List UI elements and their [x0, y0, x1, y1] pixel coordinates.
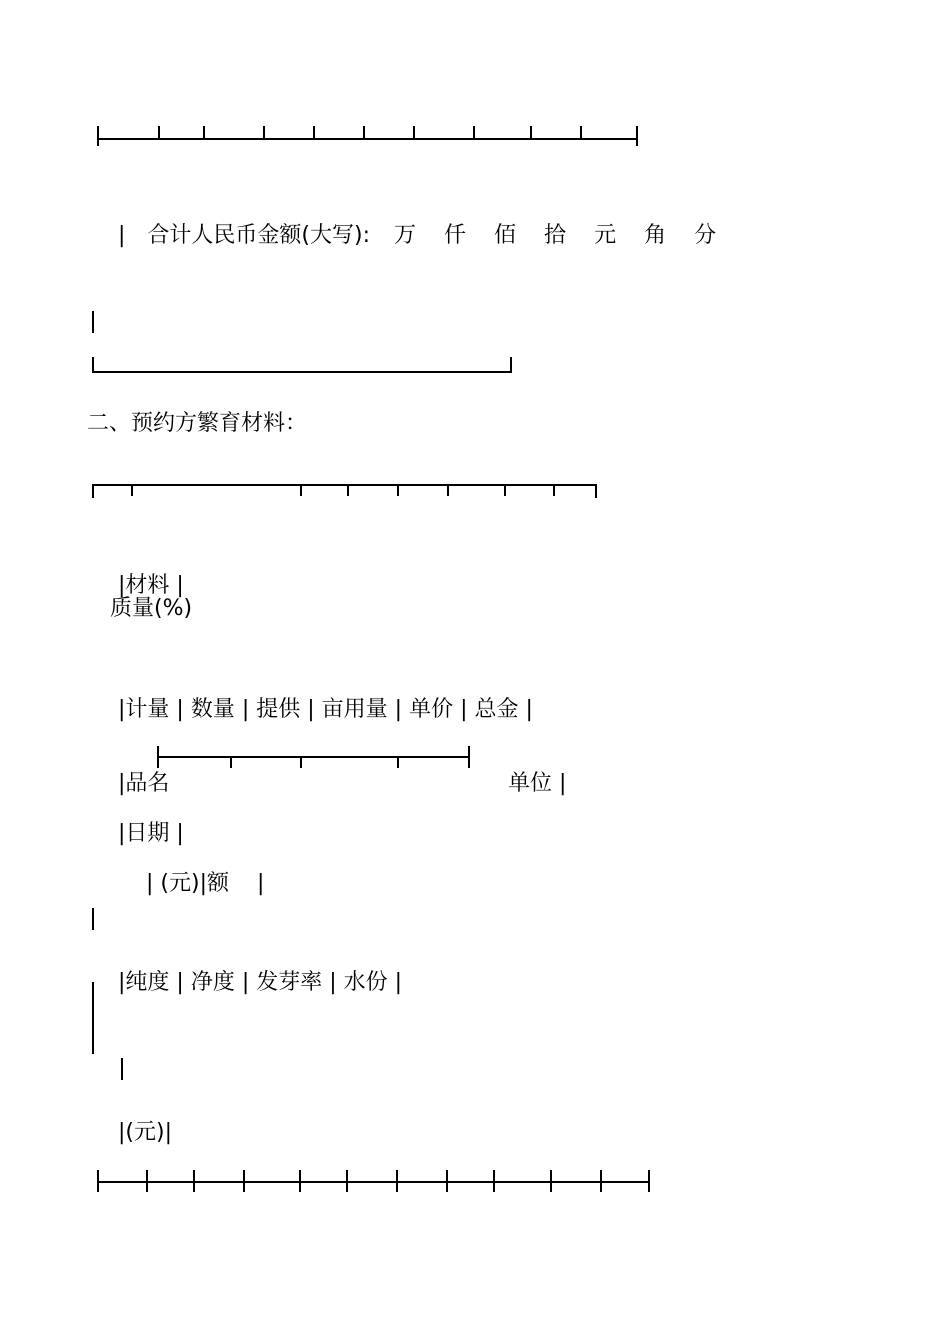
table-header-row: |计量 | 数量 | 提供 | 亩用量 | 单价 | 总金 | [117, 697, 533, 722]
col-jiliang: 计量 [125, 697, 170, 722]
col-fayalv: 发芽率 [256, 970, 323, 995]
currency-units: 万 仟 佰 拾 元 角 分 [394, 223, 717, 248]
date-label: 日期 [125, 821, 170, 846]
product-name-label: 品名 [125, 771, 170, 796]
col-jingdu: 净度 [190, 970, 235, 995]
row-border [92, 908, 94, 930]
row-border: | [117, 223, 126, 248]
material-label: 材料 [125, 573, 170, 598]
section-heading: 二、预约方繁育材料： [87, 411, 308, 436]
col-muyongliang: 亩用量 [321, 697, 388, 722]
col-tigong: 提供 [256, 697, 301, 722]
row-border [92, 311, 94, 333]
material-row: |材料 | [117, 573, 184, 598]
row-border [121, 1058, 123, 1080]
unit-cell: 单位 | [507, 771, 567, 796]
purity-row: |纯度 | 净度 | 发芽率 | 水份 | [117, 970, 403, 995]
yuan-label: (元) [125, 1120, 165, 1145]
col-danwei: 单位 [507, 771, 552, 796]
amount-label: 额 [206, 871, 229, 896]
yuan-label: (元) [160, 871, 200, 896]
total-amount-label: 合计人民币金额(大写): [147, 223, 370, 248]
product-name-row: |品名 [117, 771, 170, 796]
col-zongjin: 总金 [474, 697, 519, 722]
quality-label: 质量(%) [110, 596, 193, 621]
date-row: |日期 | [117, 821, 184, 846]
total-amount-row [90, 197, 716, 275]
yuan-amount-row: | (元)|额 | [145, 871, 265, 896]
row-border [92, 982, 94, 1054]
col-danjia: 单价 [409, 697, 454, 722]
col-chundu: 纯度 [125, 970, 170, 995]
yuan-row: |(元)| [117, 1120, 172, 1145]
col-shuliang: 数量 [190, 697, 235, 722]
col-shuifen: 水份 [343, 970, 388, 995]
